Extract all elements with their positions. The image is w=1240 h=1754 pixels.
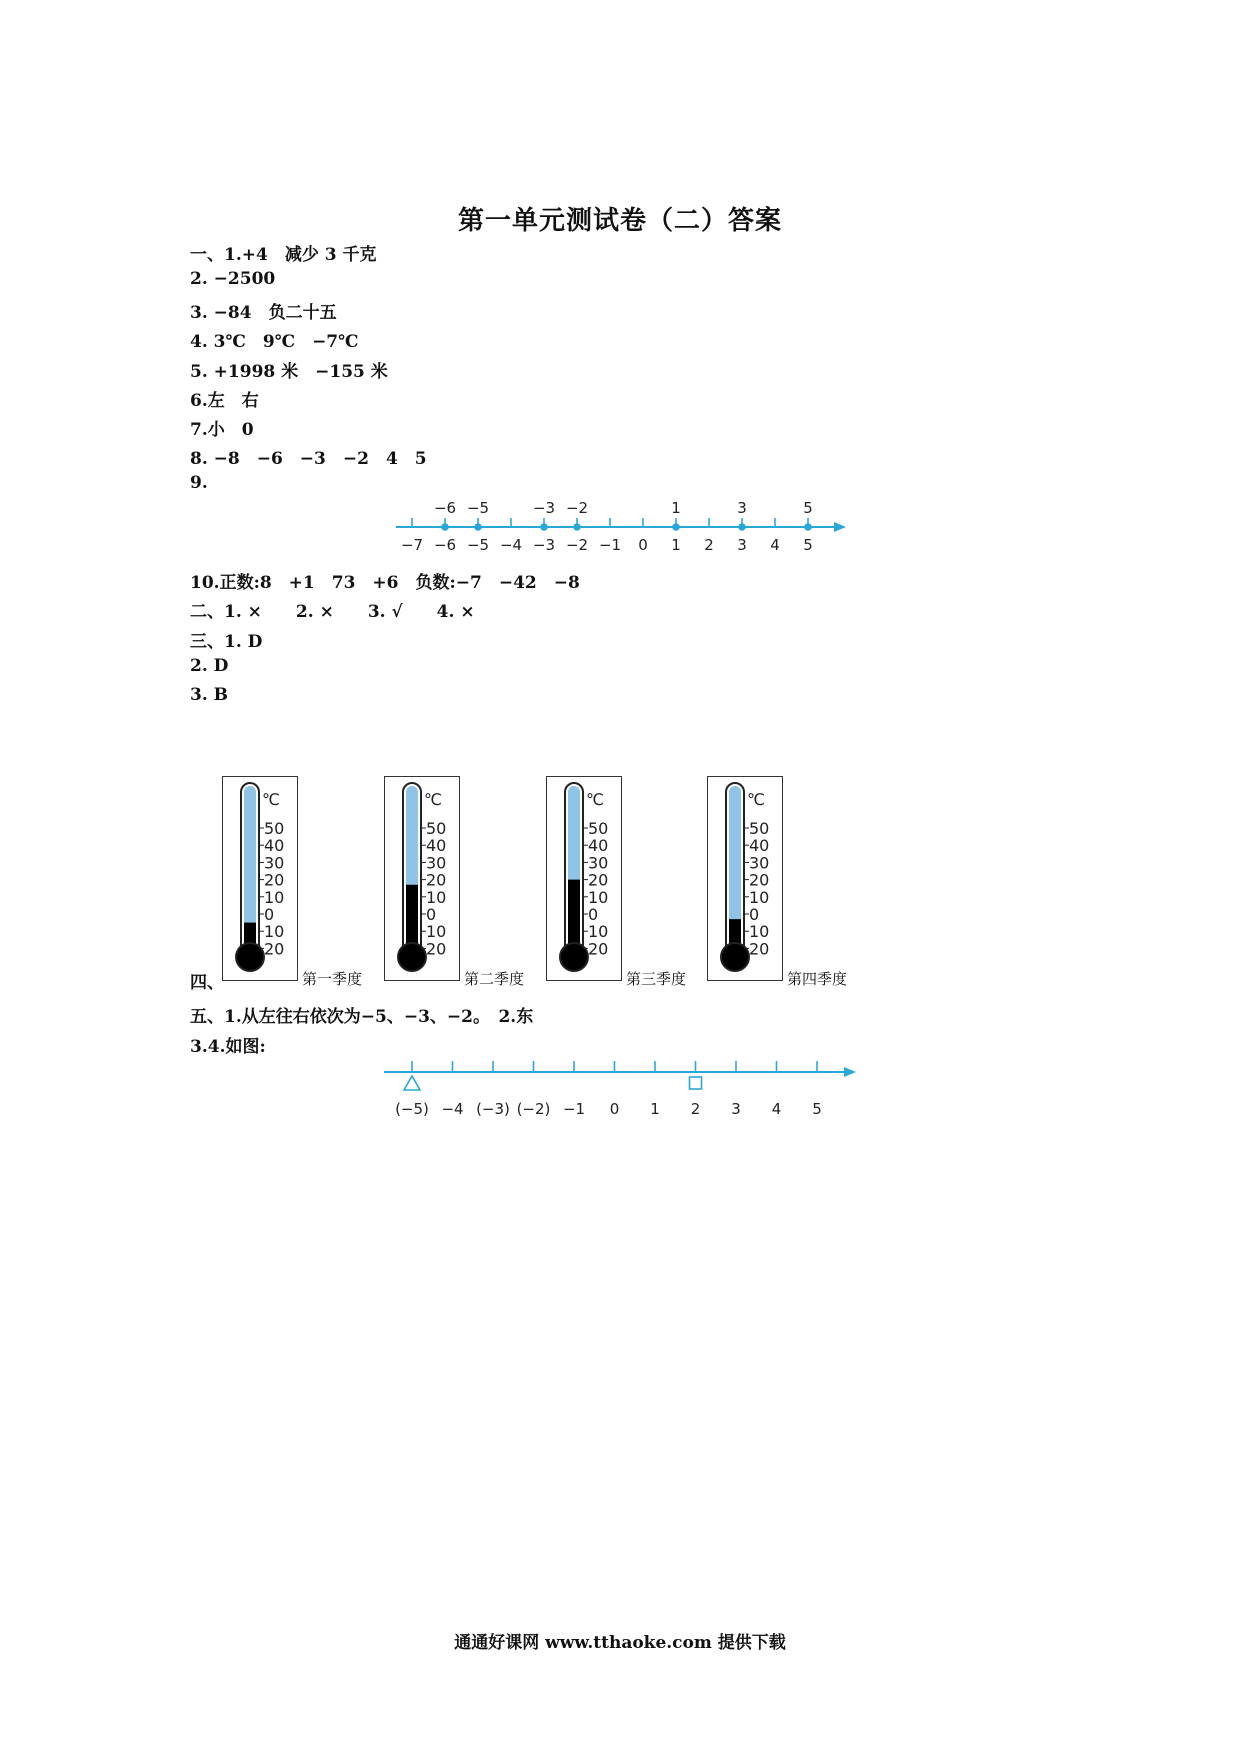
thermometer-q3 (546, 776, 626, 982)
scale-label: 0 (264, 905, 275, 924)
thermometer-bulb (236, 943, 264, 971)
marked-point (573, 523, 581, 531)
tick-label: 5 (803, 536, 813, 554)
answer-1-2: 2. −2500 (190, 269, 276, 289)
answer-1-7: 7.小 0 (190, 420, 254, 440)
axis-arrow (844, 1067, 856, 1077)
scale-label: 40 (749, 836, 770, 856)
tick-label: −7 (400, 536, 424, 554)
answer-2: 二、1. × 2. × 3. √ 4. × (190, 602, 475, 622)
tick-label: −4 (499, 536, 523, 554)
scale-label: 10 (749, 922, 770, 942)
scale-label: 20 (264, 939, 285, 959)
tick-label: 5 (812, 1100, 822, 1118)
marked-label: −6 (433, 499, 457, 517)
scale-label: 30 (264, 853, 285, 873)
number-line-1 (390, 495, 850, 565)
thermometer-bulb (560, 943, 588, 971)
scale-label: 0 (426, 905, 437, 924)
unit-label: ℃ (586, 790, 604, 809)
scale-label: 20 (264, 870, 285, 890)
square-marker (690, 1077, 702, 1089)
answer-3-1: 三、1. D (190, 632, 263, 652)
tick-label: −4 (441, 1100, 464, 1118)
scale-label: 10 (264, 887, 285, 907)
answer-1-1: 一、1.+4 减少 3 千克 (190, 245, 377, 265)
answer-1-5: 5. +1998 米 −155 米 (190, 362, 388, 382)
marked-label: 5 (803, 499, 813, 517)
scale-label: 50 (426, 819, 447, 838)
number-line-2 (380, 1055, 860, 1125)
marked-point (540, 523, 548, 531)
caption-q1: 第一季度 (302, 970, 363, 988)
triangle-marker (404, 1076, 420, 1090)
scale-label: 40 (588, 836, 609, 856)
thermometer-bulb (398, 943, 426, 971)
answer-1-3: 3. −84 负二十五 (190, 303, 337, 323)
scale-label: 20 (426, 939, 447, 959)
scale-label: 50 (749, 819, 770, 838)
tick-label: −6 (433, 536, 457, 554)
axis-arrow (834, 522, 846, 532)
tick-label: (−5) (395, 1100, 429, 1118)
tick-label: −2 (565, 536, 589, 554)
caption-q4: 第四季度 (787, 970, 848, 988)
unit-label: ℃ (747, 790, 765, 809)
scale-label: 10 (749, 887, 770, 907)
thermometer-bulb (721, 943, 749, 971)
tick-label: 2 (704, 536, 714, 554)
tick-label: 0 (609, 1100, 620, 1118)
scale-label: 20 (426, 870, 447, 890)
scale-label: 40 (426, 836, 447, 856)
page-title: 第一单元测试卷（二）答案 (457, 206, 782, 236)
scale-label: 0 (749, 905, 760, 924)
scale-label: 10 (588, 922, 609, 942)
scale-label: 10 (426, 922, 447, 942)
tick-label: −1 (598, 536, 622, 554)
scale-label: 30 (588, 853, 609, 873)
marked-label: −5 (466, 499, 490, 517)
unit-label: ℃ (262, 790, 280, 809)
thermometer-q4 (707, 776, 787, 982)
scale-label: 40 (264, 836, 285, 856)
tick-label: −1 (562, 1100, 586, 1118)
tick-label: 2 (690, 1100, 701, 1118)
tick-label: 4 (770, 536, 780, 554)
scale-label: 10 (426, 887, 447, 907)
tick-label: 1 (650, 1100, 660, 1118)
scale-label: 30 (426, 853, 447, 873)
scale-label: 10 (264, 922, 285, 942)
marked-label: −2 (565, 499, 589, 517)
marked-label: −3 (532, 499, 556, 517)
scale-label: 50 (264, 819, 285, 838)
answer-5-1: 五、1.从左往右依次为−5、−3、−2。 2.东 (190, 1007, 534, 1027)
marked-point (441, 523, 449, 531)
marked-label: 3 (737, 499, 747, 517)
answer-1-6: 6.左 右 (190, 391, 259, 411)
tick-label: 1 (671, 536, 681, 554)
tick-label: (−2) (516, 1100, 551, 1118)
scale-label: 20 (749, 939, 770, 959)
scale-label: 0 (588, 905, 599, 924)
marked-point (474, 523, 482, 531)
answer-3-3: 3. B (190, 685, 229, 705)
tick-label: 4 (771, 1100, 782, 1118)
answer-1-9: 9. (190, 473, 208, 493)
caption-q2: 第二季度 (464, 970, 525, 988)
tick-label: 0 (638, 536, 648, 554)
answer-5-2: 3.4.如图: (190, 1037, 266, 1057)
section-4-label: 四、 (190, 973, 224, 993)
tick-label: −5 (466, 536, 490, 554)
answer-1-8: 8. −8 −6 −3 −2 4 5 (190, 449, 427, 469)
tick-label: 3 (731, 1100, 741, 1118)
scale-label: 50 (588, 819, 609, 838)
scale-label: 30 (749, 853, 770, 873)
tick-label: 3 (737, 536, 747, 554)
scale-label: 20 (588, 939, 609, 959)
marked-point (672, 523, 680, 531)
answer-1-4: 4. 3℃ 9℃ −7℃ (190, 332, 359, 352)
scale-label: 20 (749, 870, 770, 890)
marked-point (738, 523, 746, 531)
caption-q3: 第三季度 (626, 970, 687, 988)
thermometer-q1 (222, 776, 302, 982)
answer-1-10: 10.正数:8 +1 73 +6 负数:−7 −42 −8 (190, 573, 580, 593)
footer: 通通好课网 www.tthaoke.com 提供下载 (454, 1633, 786, 1653)
scale-label: 20 (588, 870, 609, 890)
marked-label: 1 (671, 499, 681, 517)
tick-label: (−3) (476, 1100, 510, 1118)
tick-label: −3 (532, 536, 556, 554)
answer-3-2: 2. D (190, 656, 229, 676)
unit-label: ℃ (424, 790, 442, 809)
scale-label: 10 (588, 887, 609, 907)
thermometer-q2 (384, 776, 464, 982)
marked-point (804, 523, 812, 531)
